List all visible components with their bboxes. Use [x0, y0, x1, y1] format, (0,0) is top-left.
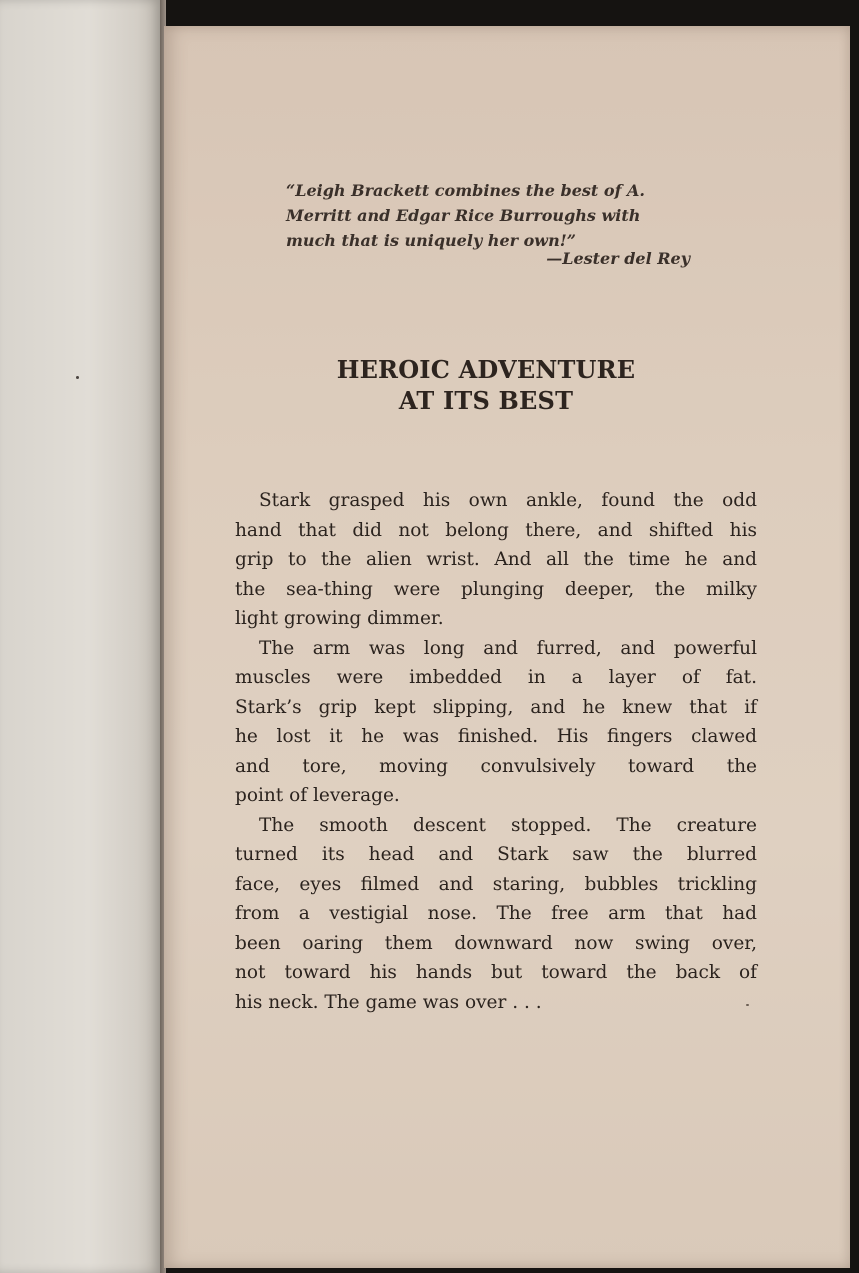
text-line: turned its head and Stark saw the blurred — [235, 844, 757, 865]
page-speck — [746, 1004, 749, 1006]
quote-attribution: —Lester del Rey — [546, 249, 690, 268]
text-line: Stark grasped his own ankle, found the odd — [259, 490, 757, 511]
excerpt-paragraph — [235, 811, 757, 1018]
blurb-quote — [286, 178, 696, 253]
text-line: been oaring them downward now swing over, — [235, 932, 757, 954]
quote-line: much that is uniquely her own!” — [286, 231, 576, 250]
excerpt-body — [235, 486, 757, 1017]
text-line: not toward his hands but toward the back of — [235, 962, 757, 983]
text-line: The arm was long and furred, and powerful — [259, 637, 757, 659]
text-line: Stark’s grip kept slipping, and he knew that if — [235, 696, 757, 718]
text-line: his neck. The game was over . . . — [235, 991, 542, 1013]
text-line: face, eyes filmed and staring, bubbles trickling — [235, 873, 757, 895]
headline-line: HEROIC ADVENTURE — [336, 355, 636, 384]
text-line: he lost it he was finished. His fingers clawed — [235, 726, 757, 747]
quote-line: “Leigh Brackett combines the best of A. — [286, 181, 645, 200]
text-line: and tore, moving convulsively toward the — [235, 755, 757, 777]
text-line: point of leverage. — [235, 785, 400, 806]
headline-line: AT ITS BEST — [398, 386, 574, 415]
quote-line: Merritt and Edgar Rice Burroughs with — [286, 206, 641, 225]
left-page-blank — [0, 0, 162, 1273]
text-line: light growing dimmer. — [235, 608, 444, 629]
right-page — [164, 26, 850, 1268]
text-line: grip to the alien wrist. And all the time he and — [235, 549, 757, 570]
page-headline — [236, 354, 736, 416]
page-speck — [76, 376, 79, 379]
text-line: the sea-thing were plunging deeper, the milky — [235, 578, 757, 600]
text-line: hand that did not belong there, and shifted his — [235, 519, 757, 541]
text-line: muscles were imbedded in a layer of fat. — [235, 667, 757, 688]
text-line: from a vestigial nose. The free arm that had — [235, 903, 757, 924]
excerpt-paragraph — [235, 634, 757, 811]
text-line: The smooth descent stopped. The creature — [259, 814, 757, 836]
excerpt-paragraph — [235, 486, 757, 634]
